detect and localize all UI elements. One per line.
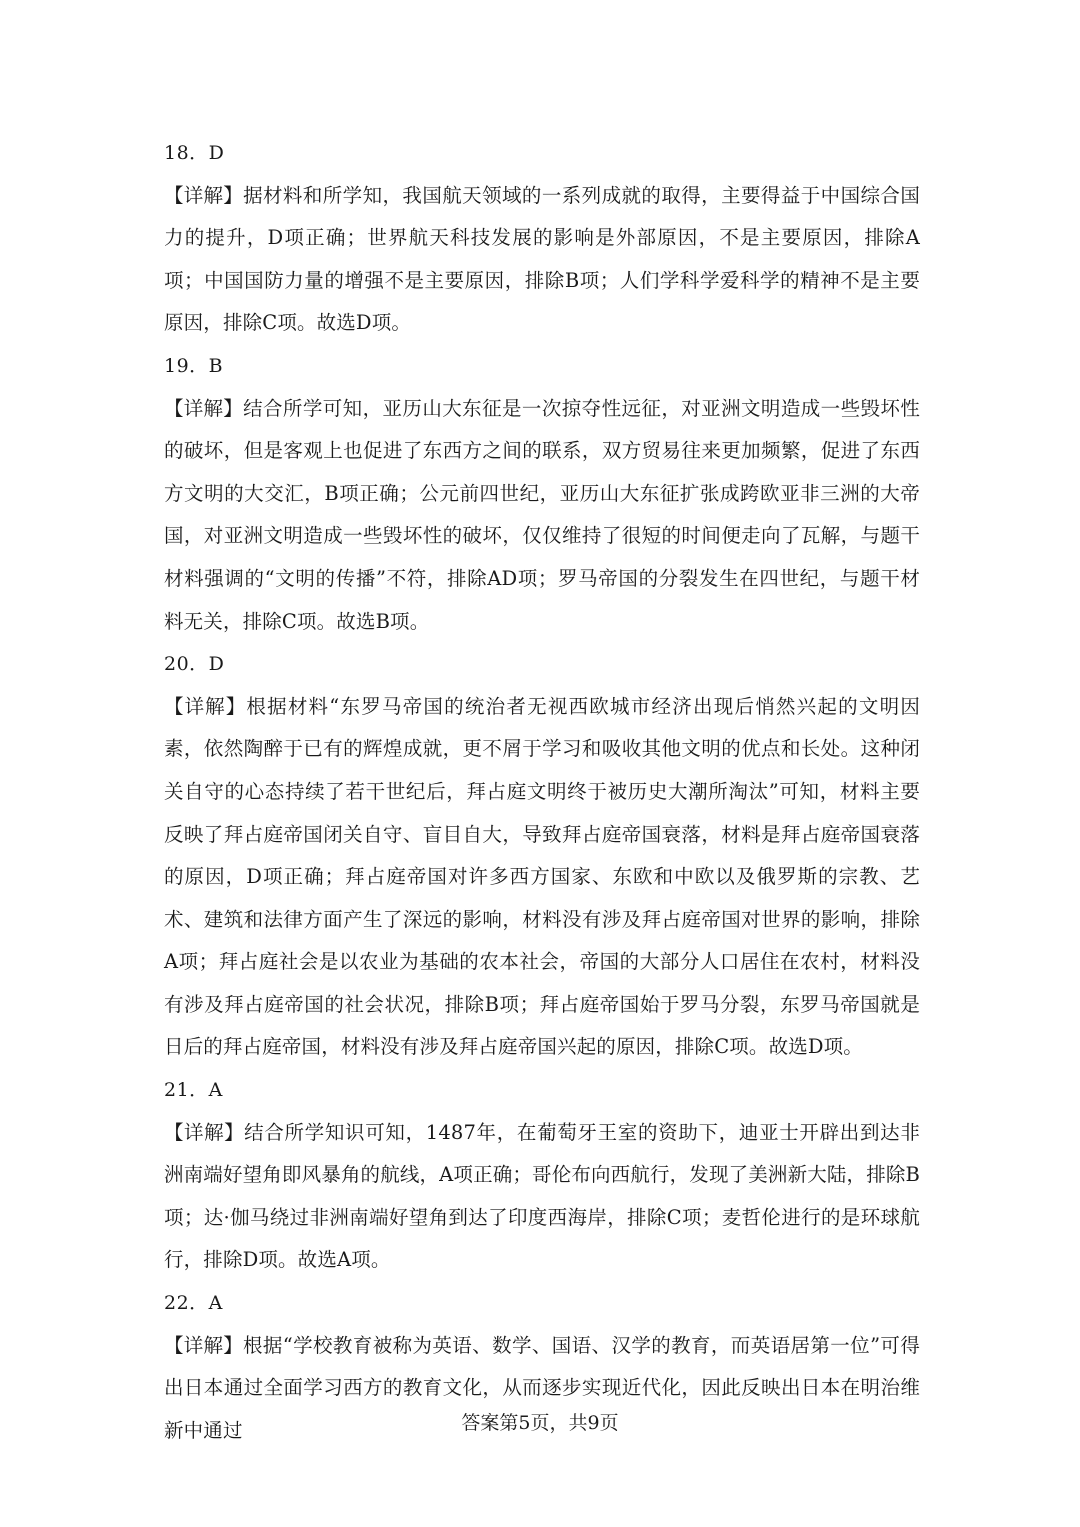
explanation-label: 【详解】 (164, 183, 244, 207)
explanation-text: 根据材料“东罗马帝国的统治者无视西欧城市经济出现后悄然兴起的文明因素，依然陶醉于已有的辉煌成就，更不屑于学习和吸收其他文明的优点和长处。这种闭关自守的心态持续了若干世纪后，拜占庭文明终于被历史大潮所淘汰”可知，材料主要反映了拜占庭帝国闭关自守、盲目自大，导致拜占庭帝国衰落，材料是拜占庭帝国衰落的原因，D项正确；拜占庭帝国对许多西方国家、东欧和中欧以及俄罗斯的宗教、艺术、建筑和法律方面产生了深远的影响，材料没有涉及拜占庭帝国对世界的影响，排除A项；拜占庭社会是以农业为基础的农本社会，帝国的大部分人口居住在农村，材料没有涉及拜占庭帝国的社会状况，排除B项；拜占庭帝国始于罗马分裂，东罗马帝国就是日后的拜占庭帝国，材料没有涉及拜占庭帝国兴起的原因，排除C项。故选D项。 (164, 694, 920, 1059)
answer-number: 18．D (164, 142, 225, 164)
answer-item-18 (164, 132, 920, 345)
explanation-text: 据材料和所学知，我国航天领域的一系列成就的取得，主要得益于中国综合国力的提升，D项正确；世界航天科技发展的影响是外部原因，不是主要原因，排除A项；中国国防力量的增强不是主要原因，排除B项；人们学科学爱科学的精神不是主要原因，排除C项。故选D项。 (164, 183, 920, 335)
explanation-text: 根据“学校教育被称为英语、数学、国语、汉学的教育，而英语居第一位”可得出日本通过全面学习西方的教育文化，从而逐步实现近代化，因此反映出日本在明治维新中通过 (164, 1333, 920, 1442)
answer-explanation (164, 686, 920, 1069)
answer-number: 19．B (164, 354, 224, 377)
explanation-label: 【详解】 (164, 1120, 245, 1144)
answer-item-20 (164, 643, 920, 1069)
answer-number: 22．A (164, 1292, 223, 1315)
explanation-label: 【详解】 (164, 396, 244, 420)
answer-explanation (164, 175, 920, 345)
explanation-label: 【详解】 (164, 1333, 243, 1357)
explanation-text: 结合所学可知，亚历山大东征是一次掠夺性远征，对亚洲文明造成一些毁坏性的破坏，但是客观上也促进了东西方之间的联系，双方贸易往来更加频繁，促进了东西方文明的大交汇，B项正确；公元前四世纪，亚历山大东征扩张成跨欧亚非三洲的大帝国，对亚洲文明造成一些毁坏性的破坏，仅仅维持了很短的时间便走向了瓦解，与题干材料强调的“文明的传播”不符，排除AD项；罗马帝国的分裂发生在四世纪，与题干材料无关，排除C项。故选B项。 (164, 396, 920, 633)
answer-explanation (164, 1112, 920, 1282)
explanation-text: 结合所学知识可知，1487年，在葡萄牙王室的资助下，迪亚士开辟出到达非洲南端好望角即风暴角的航线，A项正确；哥伦布向西航行，发现了美洲新大陆，排除B项；达·伽马绕过非洲南端好望角到达了印度西海岸，排除C项；麦哲伦进行的是环球航行，排除D项。故选A项。 (164, 1120, 920, 1272)
answer-item-19 (164, 345, 920, 643)
page-footer: 答案第5页，共9页 (461, 1412, 619, 1434)
answer-number: 21．A (164, 1079, 223, 1102)
answer-item-21 (164, 1069, 920, 1282)
answer-explanation (164, 388, 920, 644)
answer-page-body (164, 132, 920, 1452)
answer-number: 20．D (164, 653, 225, 676)
explanation-label: 【详解】 (164, 694, 247, 718)
